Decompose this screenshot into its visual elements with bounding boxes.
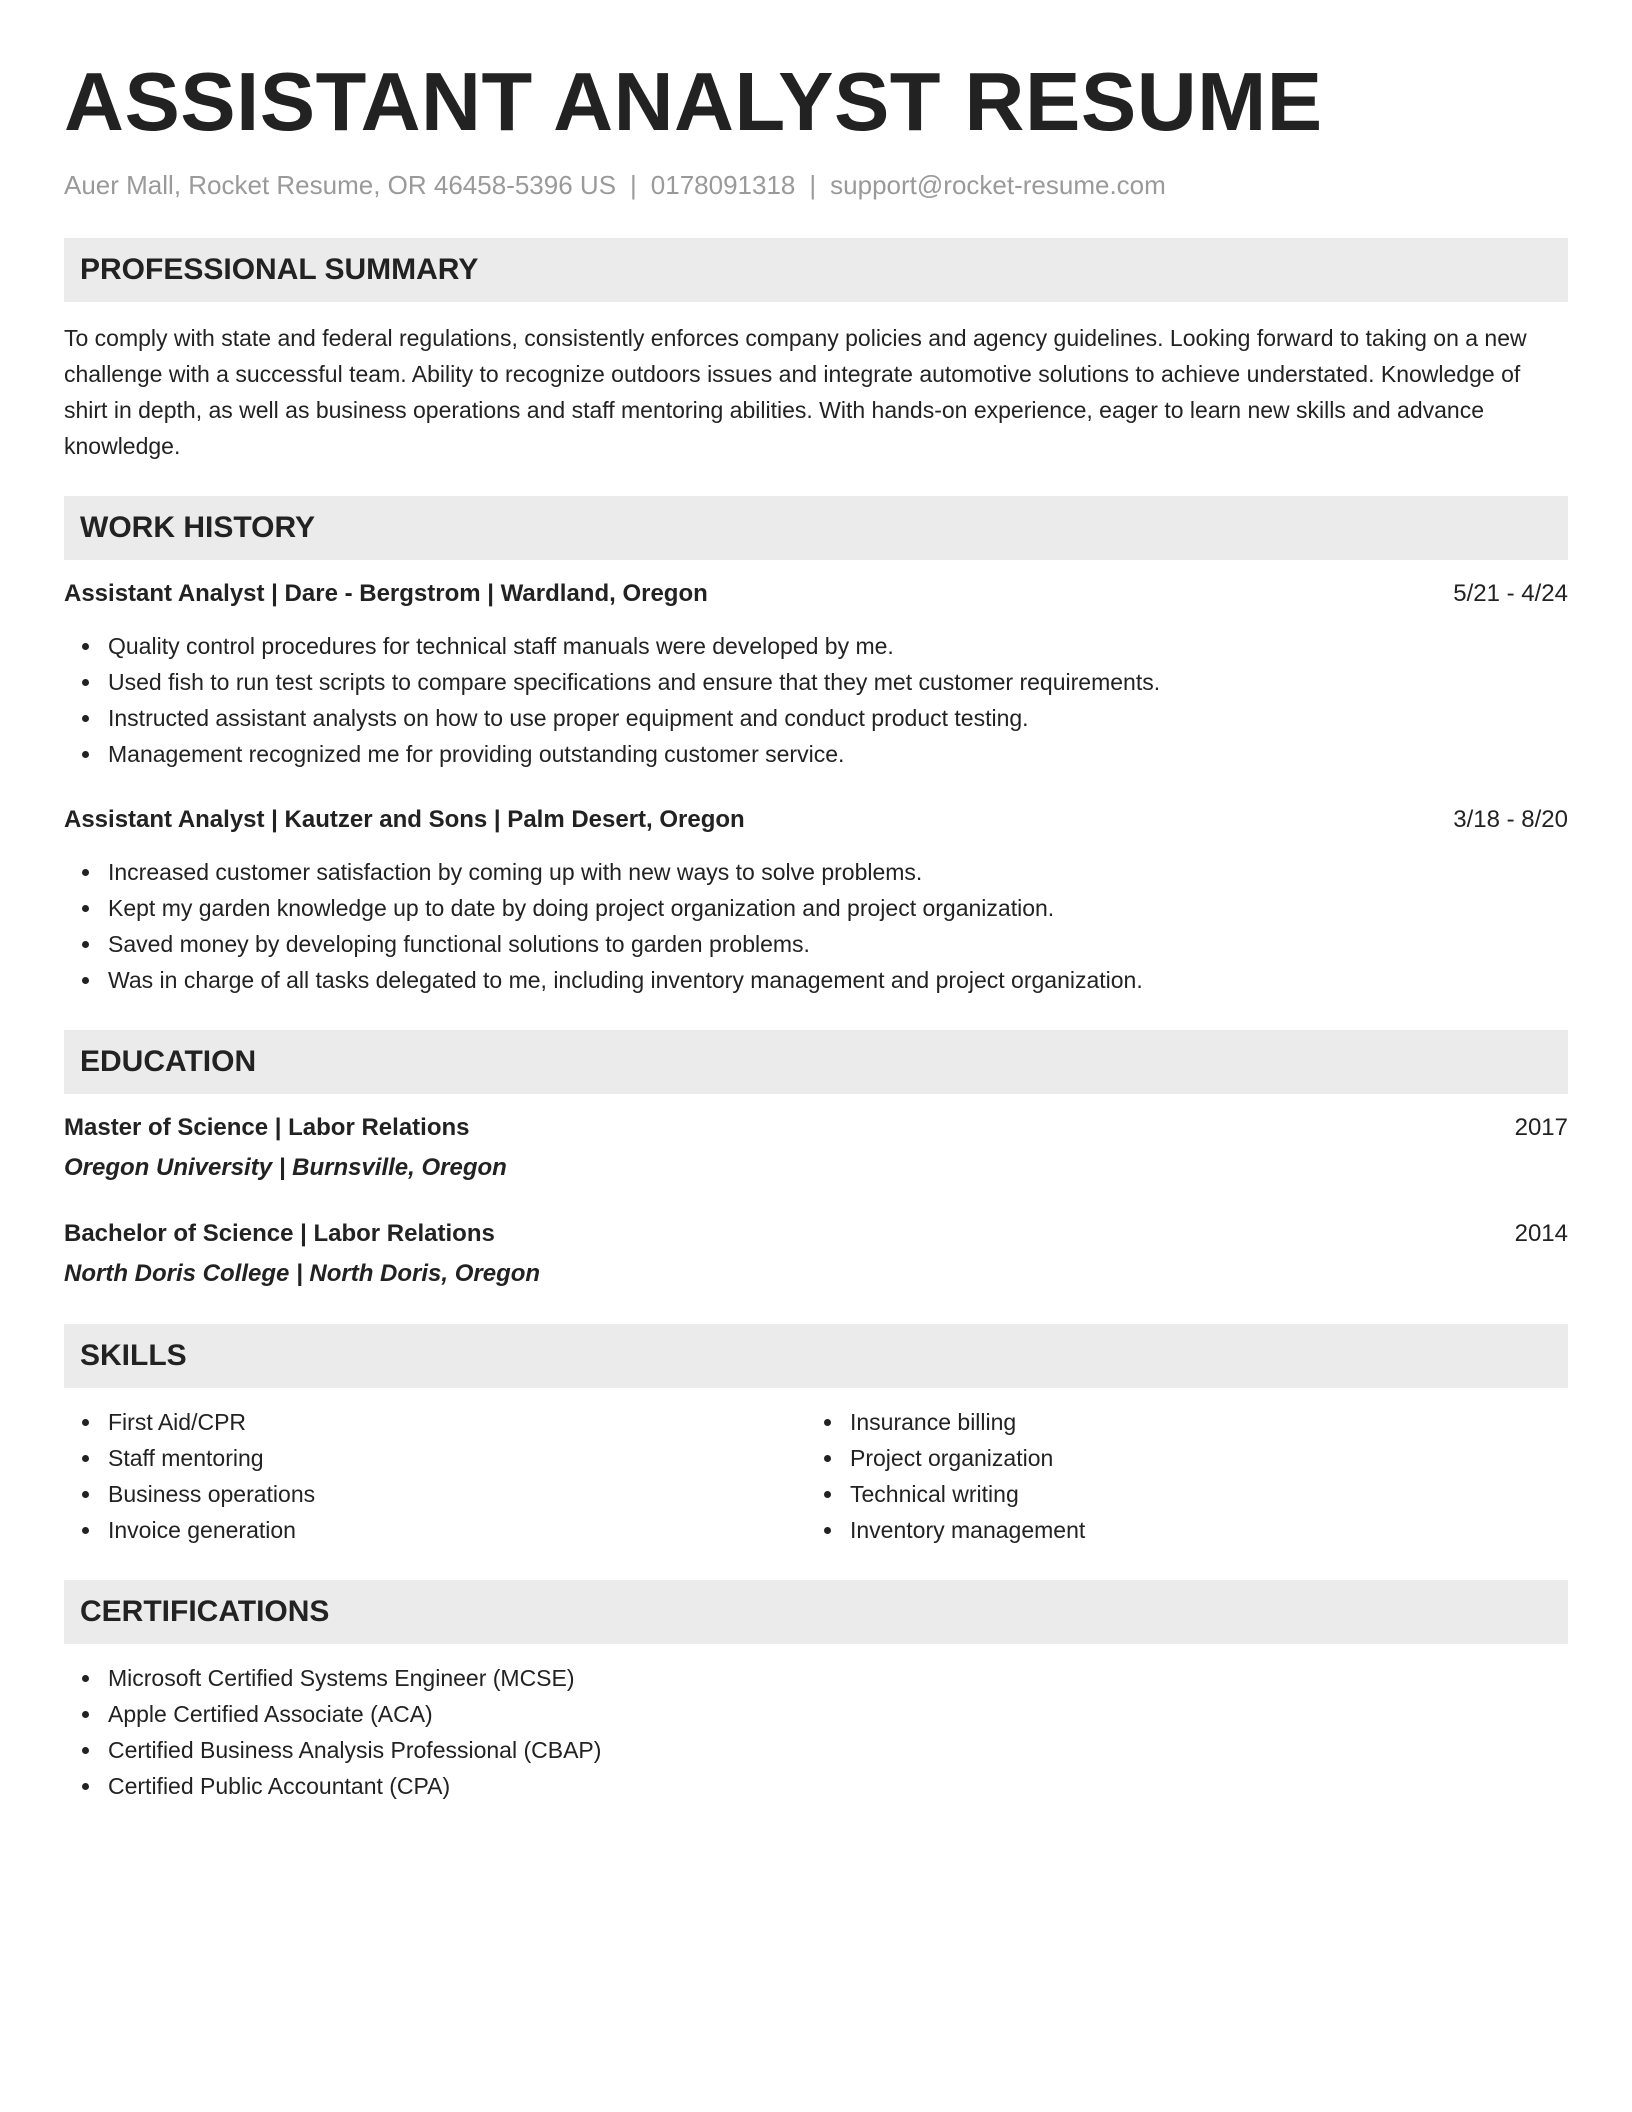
resume-title: ASSISTANT ANALYST RESUME [64, 55, 1323, 148]
list-item: First Aid/CPR [64, 1404, 806, 1440]
list-item: Microsoft Certified Systems Engineer (MCSE) [64, 1660, 1568, 1696]
list-item: Inventory management [806, 1512, 1548, 1548]
list-item: Instructed assistant analysts on how to use proper equipment and conduct product testing. [64, 700, 1568, 736]
list-item: Increased customer satisfaction by coming up with new ways to solve problems. [64, 854, 1568, 890]
education-header [64, 1110, 1568, 1146]
job-dates: 5/21 - 4/24 [1453, 580, 1568, 607]
contact-separator: | [630, 170, 637, 200]
education-entry [64, 1110, 1568, 1186]
contact-address: Auer Mall, Rocket Resume, OR 46458-5396 US [64, 170, 617, 200]
list-item: Management recognized me for providing outstanding customer service. [64, 736, 1568, 772]
contact-email: support@rocket-resume.com [830, 170, 1166, 200]
school: North Doris College | North Doris, Oregon [64, 1260, 541, 1287]
contact-line [64, 168, 1568, 202]
list-item: Project organization [806, 1440, 1548, 1476]
skills-list-right [806, 1404, 1548, 1548]
education-header [64, 1216, 1568, 1252]
school: Oregon University | Burnsville, Oregon [64, 1154, 507, 1181]
certifications-list [64, 1660, 1568, 1804]
list-item: Invoice generation [64, 1512, 806, 1548]
work-history-section-header: WORK HISTORY [64, 496, 1568, 560]
job-bullets [64, 628, 1568, 772]
job-header [64, 576, 1568, 612]
job-title: Assistant Analyst | Kautzer and Sons | Palm Desert, Oregon [64, 806, 745, 833]
list-item: Quality control procedures for technical staff manuals were developed by me. [64, 628, 1568, 664]
summary-text: To comply with state and federal regulations, consistently enforces company policies and agency guidelines. Looking forward to taking on a new challenge with a successful team. Ability to recognize outdoors issues and integrate automotive solutions to achieve understated. Knowledge of shirt in depth, as well as business operations and staff mentoring abilities. With hands-on experience, eager to learn new skills and advance knowledge. [64, 325, 1527, 459]
job-bullets [64, 854, 1568, 998]
graduation-year: 2014 [1514, 1220, 1568, 1247]
list-item: Certified Business Analysis Professional (CBAP) [64, 1732, 1568, 1768]
list-item: Technical writing [806, 1476, 1548, 1512]
job-header [64, 802, 1568, 838]
list-item: Insurance billing [806, 1404, 1548, 1440]
list-item: Was in charge of all tasks delegated to me, including inventory management and project organization. [64, 962, 1568, 998]
education-section-header: EDUCATION [64, 1030, 1568, 1094]
contact-separator: | [809, 170, 817, 200]
job-title: Assistant Analyst | Dare - Bergstrom | Wardland, Oregon [64, 580, 708, 607]
certifications-section-header: CERTIFICATIONS [64, 1580, 1568, 1644]
job-entry [64, 802, 1568, 998]
degree: Master of Science | Labor Relations [64, 1114, 470, 1141]
graduation-year: 2017 [1514, 1114, 1568, 1141]
skills-section-header: SKILLS [64, 1324, 1568, 1388]
list-item: Saved money by developing functional solutions to garden problems. [64, 926, 1568, 962]
education-entry [64, 1216, 1568, 1292]
list-item: Apple Certified Associate (ACA) [64, 1696, 1568, 1732]
job-dates: 3/18 - 8/20 [1453, 806, 1568, 833]
job-entry [64, 576, 1568, 772]
skills-list-left [64, 1404, 806, 1548]
degree: Bachelor of Science | Labor Relations [64, 1220, 495, 1247]
list-item: Business operations [64, 1476, 806, 1512]
list-item: Used fish to run test scripts to compare specifications and ensure that they met customer requirements. [64, 664, 1568, 700]
list-item: Kept my garden knowledge up to date by doing project organization and project organization. [64, 890, 1568, 926]
resume-page [64, 52, 1568, 1804]
list-item: Staff mentoring [64, 1440, 806, 1476]
list-item: Certified Public Accountant (CPA) [64, 1768, 1568, 1804]
summary-section-header: PROFESSIONAL SUMMARY [64, 238, 1568, 302]
skills-columns [64, 1388, 1568, 1548]
contact-phone: 0178091318 [650, 170, 796, 200]
